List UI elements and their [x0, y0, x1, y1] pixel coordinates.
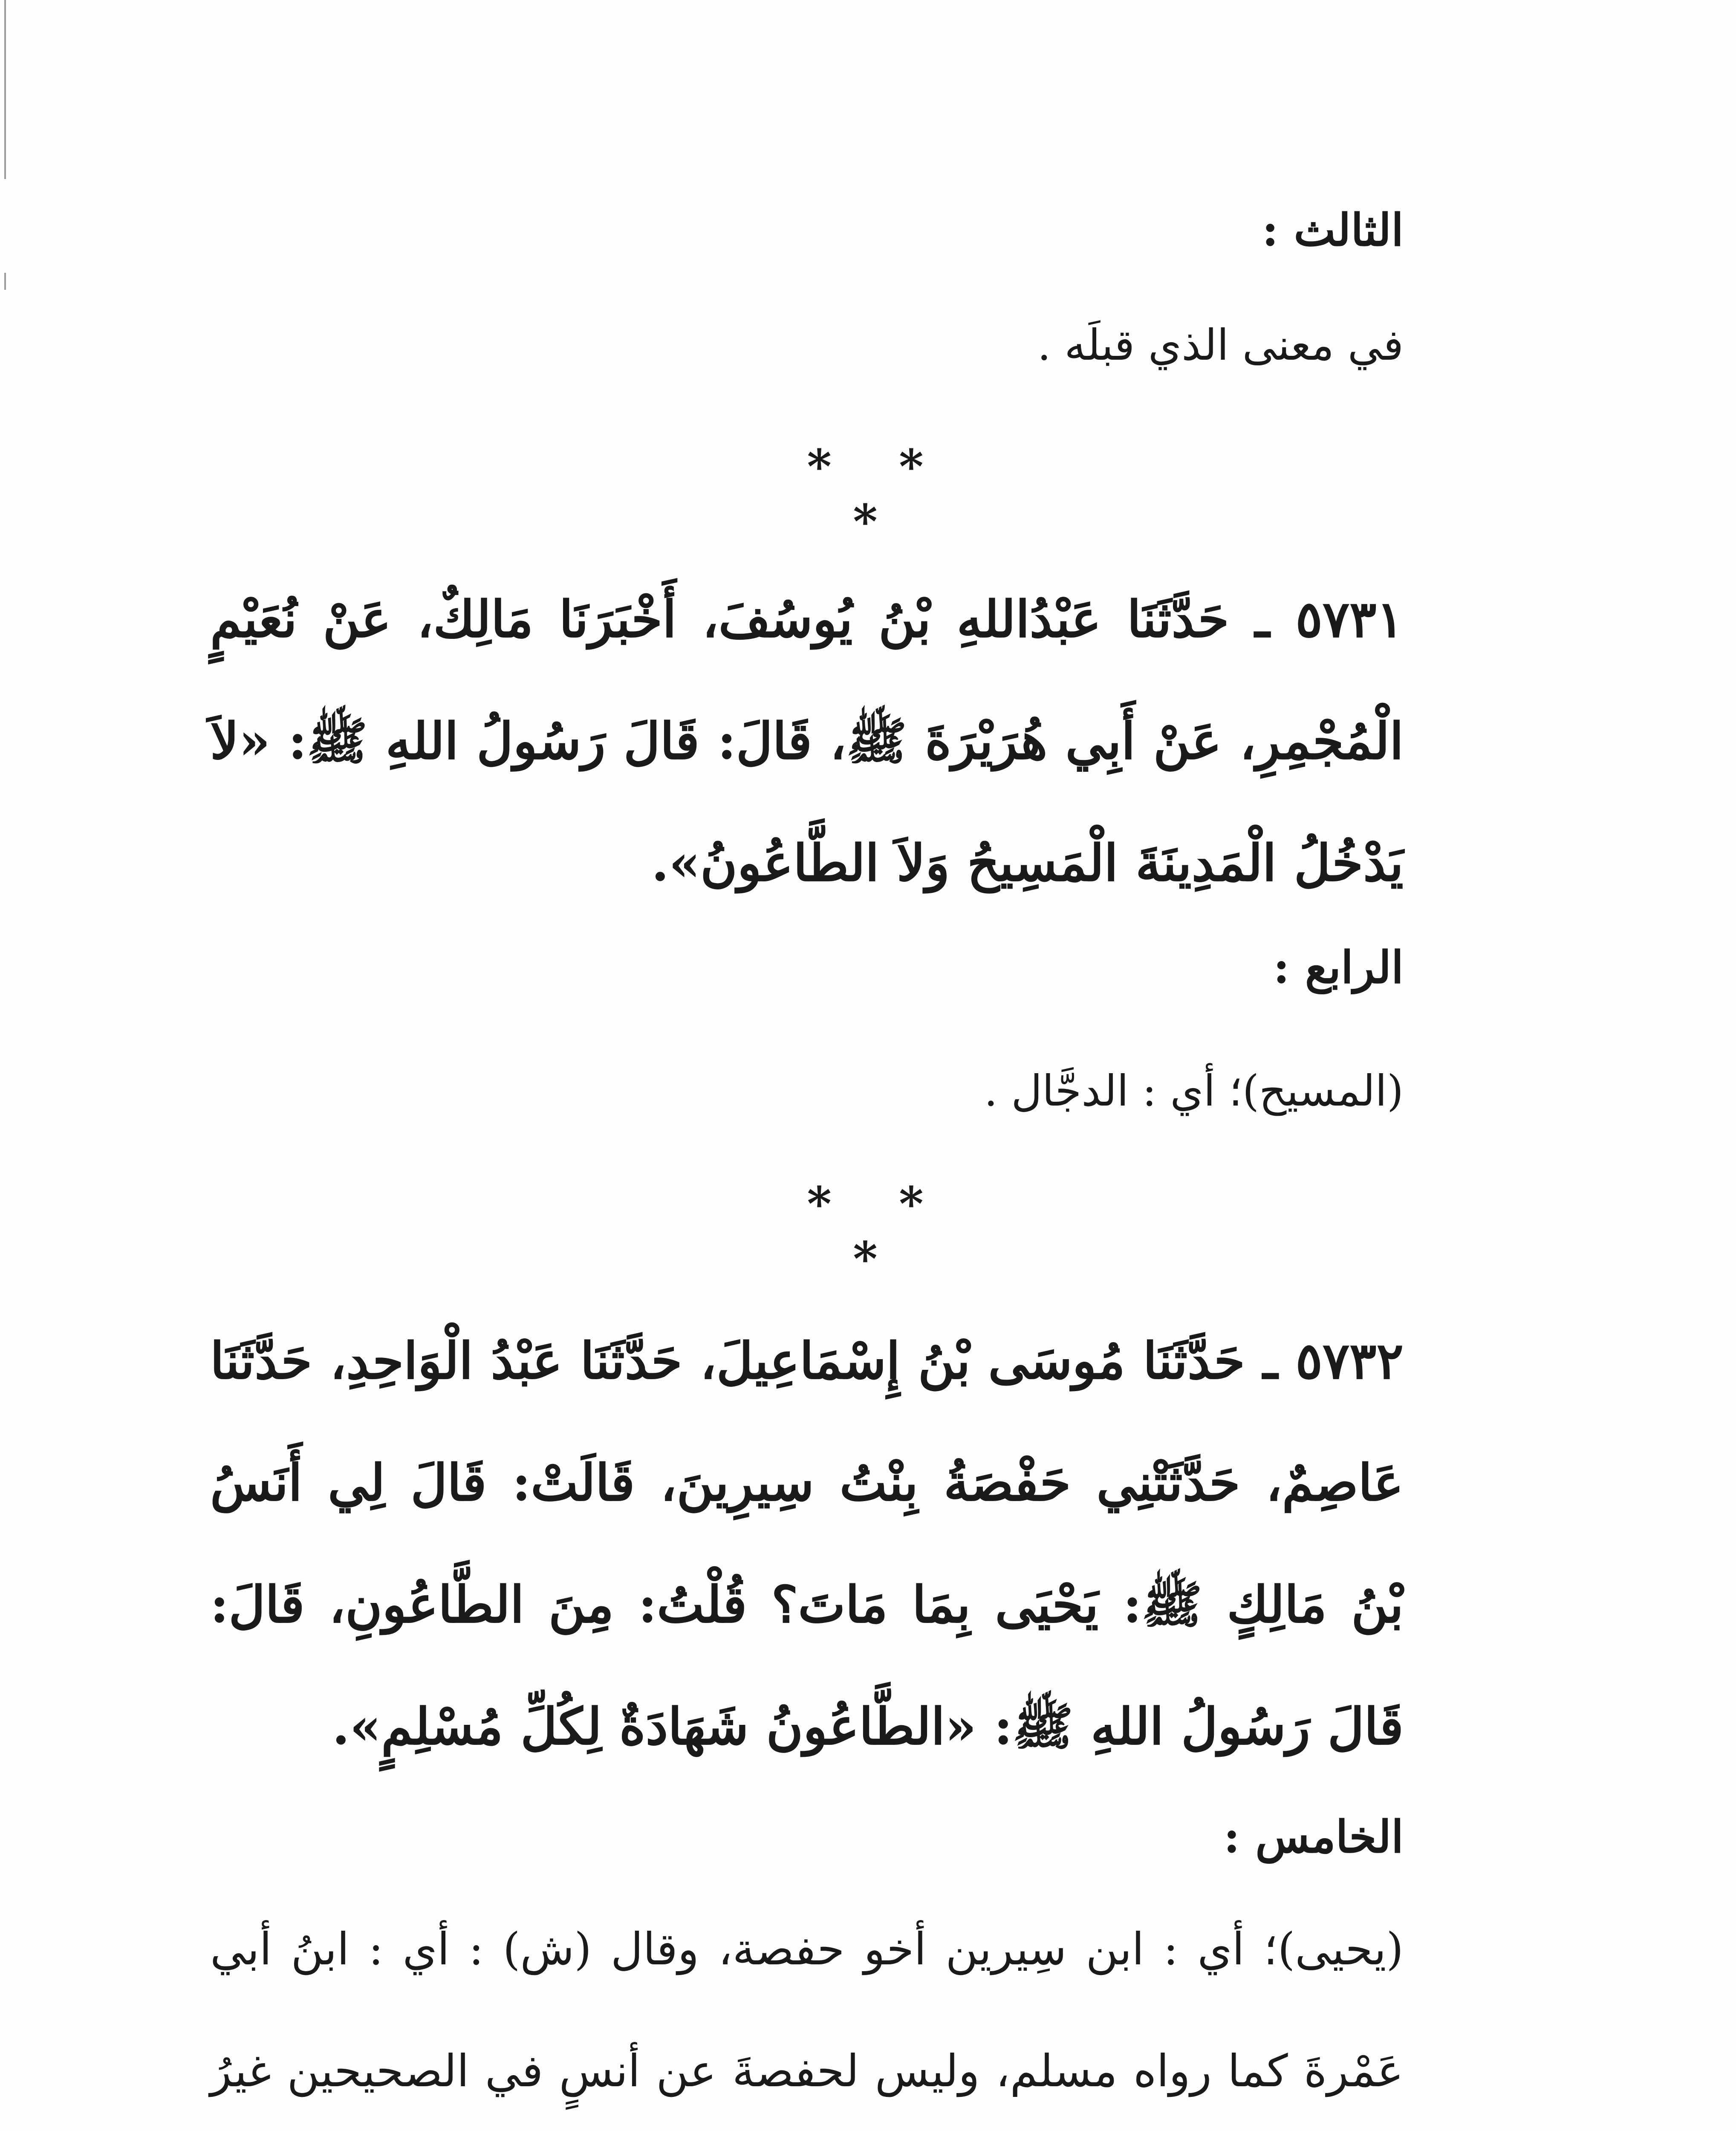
hadith-5732: ٥٧٣٢ ـ حَدَّثَنَا مُوسَى بْنُ إِسْمَاعِيلَ، حَدَّثَنَا عَبْدُ الْوَاحِدِ، حَدَّثَنَا عَاصِمٌ، حَدَّثَتْنِي حَفْصَةُ بِنْتُ سِيرِينَ، قَالَتْ: قَالَ لِي أَنَسُ بْنُ مَالِكٍ ﷺ: يَحْيَى بِمَا مَاتَ؟ قُلْتُ: مِنَ الطَّاعُونِ، قَالَ: قَالَ رَسُولُ اللهِ ﷺ: «الطَّاعُونُ شَهَادَةٌ لِكُلِّ مُسْلِمٍ».: [210, 1331, 1404, 1756]
section-text-fifth: (يحيى)؛ أي : ابن سِيرين أخو حفصة، وقال (ش) : أي : ابنُ أبي عَمْرةَ كما رواه مسلم، وليس لحفصةَ عن أنسٍ في الصحيحين غيرُ: [210, 1923, 1404, 2097]
section-heading-third: الثالث :: [1262, 204, 1404, 256]
hadith-5731: ٥٧٣١ ـ حَدَّثَنَا عَبْدُاللهِ بْنُ يُوسُفَ، أَخْبَرَنَا مَالِكٌ، عَنْ نُعَيْمٍ الْمُجْمِرِ، عَنْ أَبِي هُرَيْرَةَ ﷺ، قَالَ: قَالَ رَسُولُ اللهِ ﷺ: «لاَ يَدْخُلُ الْمَدِينَةَ الْمَسِيحُ وَلاَ الطَّاعُونُ».: [210, 589, 1404, 892]
section-text-fourth: (المسيح)؛ أي : الدجَّال .: [984, 1066, 1404, 1116]
section-text-third: في معنى الذي قبلَه .: [1037, 320, 1404, 370]
scan-edge-mark: [4, 273, 6, 290]
section-heading-fifth: الخامس :: [1223, 1810, 1404, 1863]
section-separator: * * *: [807, 1176, 949, 1286]
section-separator: * * *: [807, 439, 949, 549]
scan-edge-mark: [4, 0, 6, 179]
section-heading-fourth: الرابع :: [1273, 941, 1404, 993]
